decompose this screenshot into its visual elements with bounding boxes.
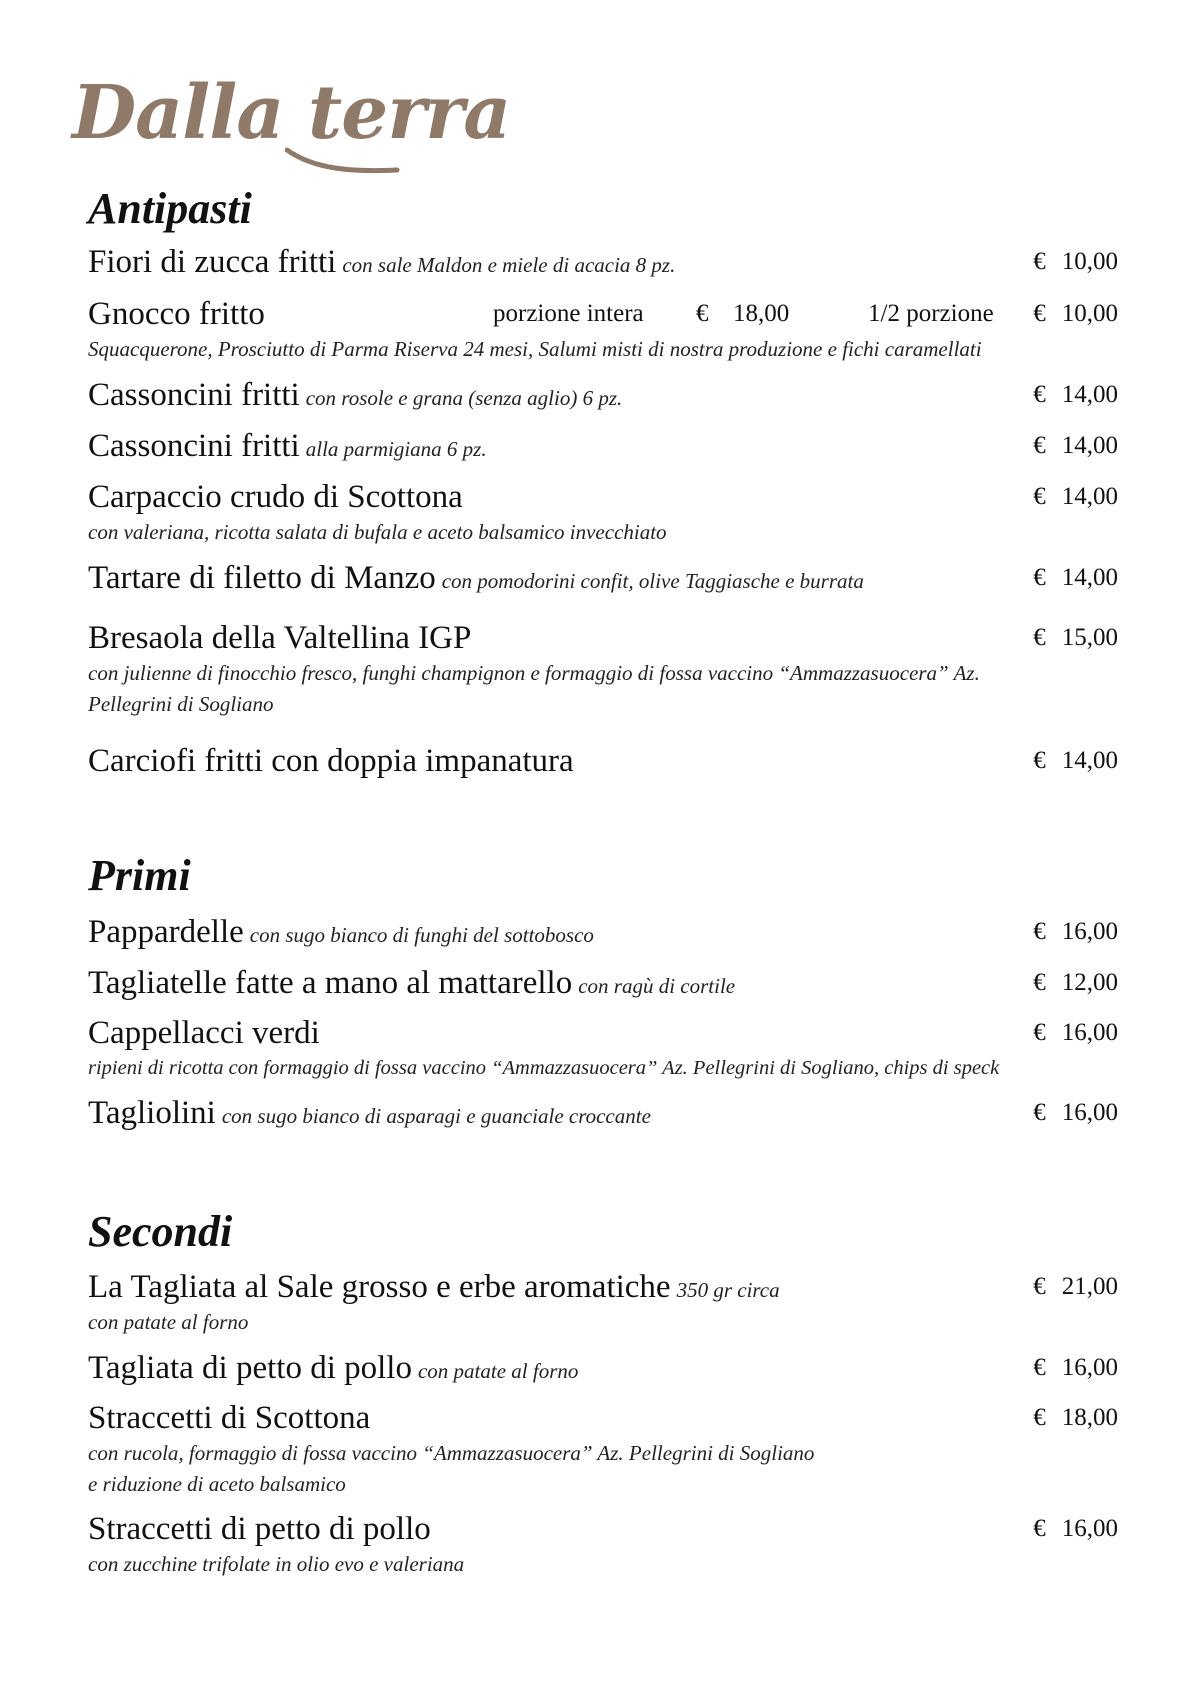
item-description: con zucchine trifolate in olio evo e valeriana	[88, 1552, 465, 1576]
item-price	[1033, 1013, 1118, 1053]
menu-item	[88, 558, 1118, 598]
item-name: La Tagliata al Sale grosso e erbe aromatiche	[88, 1269, 671, 1305]
logo-title: Dalla terra	[72, 70, 511, 156]
item-price	[1033, 426, 1118, 466]
item-description: con valeriana, ricotta salata di bufala e aceto balsamico invecchiato	[88, 520, 667, 544]
item-price	[1033, 558, 1118, 598]
item-name: Carciofi fritti con doppia impanatura	[88, 743, 574, 779]
portion-full-currency: €	[696, 300, 709, 327]
menu-item	[88, 912, 1118, 952]
portion-full-price: 18,00	[733, 300, 790, 327]
item-price	[1033, 963, 1118, 1003]
item-name: Tagliolini	[88, 1095, 216, 1131]
logo-swash-icon	[285, 140, 405, 176]
price-value: 12,00	[1061, 969, 1118, 996]
menu-item	[88, 294, 1118, 365]
section-title-primi: Primi	[88, 851, 191, 900]
item-description: con rucola, formaggio di fossa vaccino “Ammazzasuocera” Az. Pellegrini di Sogliano	[88, 1441, 815, 1465]
currency-symbol: €	[1033, 1404, 1046, 1431]
menu-item	[88, 1398, 1118, 1500]
currency-symbol: €	[1033, 1515, 1046, 1542]
item-description: con julienne di finocchio fresco, funghi champignon e formaggio di fossa vaccino “Ammazzasuocera” Az.	[88, 661, 980, 685]
item-name: Cassoncini fritti	[88, 428, 300, 464]
price-value: 14,00	[1061, 381, 1118, 408]
item-price	[1033, 1509, 1118, 1549]
currency-symbol: €	[1033, 248, 1046, 275]
item-price	[1033, 375, 1118, 415]
item-price	[1033, 1348, 1118, 1388]
price-value: 15,00	[1061, 624, 1118, 651]
section-title-antipasti: Antipasti	[88, 184, 252, 233]
menu-item	[88, 242, 1118, 282]
item-name: Tagliatelle fatte a mano al mattarello	[88, 965, 573, 1001]
item-description: Squacquerone, Prosciutto di Parma Riserva 24 mesi, Salumi misti di nostra produzione e fichi caramellati	[88, 337, 982, 361]
item-note: 350 gr circa	[676, 1278, 780, 1302]
item-name: Tartare di filetto di Manzo	[88, 560, 436, 596]
price-value: 14,00	[1061, 747, 1118, 774]
item-name: Straccetti di Scottona	[88, 1400, 371, 1436]
price-value: 16,00	[1061, 1515, 1118, 1542]
menu-item	[88, 477, 1118, 548]
currency-symbol: €	[1033, 300, 1046, 327]
item-note: con pomodorini confit, olive Taggiasche e burrata	[441, 569, 864, 593]
currency-symbol: €	[1033, 1354, 1046, 1381]
item-note: con sale Maldon e miele di acacia 8 pz.	[342, 253, 676, 277]
menu-item	[88, 375, 1118, 415]
price-value: 10,00	[1061, 300, 1118, 327]
currency-symbol: €	[1033, 969, 1046, 996]
item-price	[1033, 1267, 1118, 1307]
item-price	[1033, 912, 1118, 952]
price-value: 14,00	[1061, 564, 1118, 591]
item-name: Straccetti di petto di pollo	[88, 1511, 431, 1547]
item-note: con sugo bianco di asparagi e guanciale croccante	[221, 1104, 651, 1128]
item-note: con ragù di cortile	[578, 974, 736, 998]
portion-full-label: porzione intera	[493, 300, 644, 327]
item-price	[1033, 1398, 1118, 1438]
item-name: Bresaola della Valtellina IGP	[88, 620, 472, 656]
item-note: con rosole e grana (senza aglio) 6 pz.	[305, 386, 623, 410]
item-note: con patate al forno	[417, 1359, 579, 1383]
price-value: 18,00	[1061, 1404, 1118, 1431]
portion-half-label: 1/2 porzione	[868, 300, 994, 327]
menu-item	[88, 1348, 1118, 1388]
menu-item	[88, 741, 1118, 781]
price-value: 16,00	[1061, 1354, 1118, 1381]
menu-item	[88, 1509, 1118, 1580]
menu-item	[88, 426, 1118, 466]
section-title-secondi: Secondi	[88, 1207, 233, 1256]
currency-symbol: €	[1033, 564, 1046, 591]
currency-symbol: €	[1033, 1273, 1046, 1300]
item-description: ripieni di ricotta con formaggio di fossa vaccino “Ammazzasuocera” Az. Pellegrini di Sogliano, chips di speck	[88, 1057, 1000, 1079]
currency-symbol: €	[1033, 483, 1046, 510]
menu-item	[88, 1013, 1118, 1084]
item-price	[1033, 242, 1118, 282]
item-name: Tagliata di petto di pollo	[88, 1350, 412, 1386]
item-description-continued: Pellegrini di Sogliano	[88, 692, 274, 716]
item-price	[1033, 477, 1118, 517]
currency-symbol: €	[1033, 918, 1046, 945]
item-name: Cappellacci verdi	[88, 1015, 320, 1051]
currency-symbol: €	[1033, 747, 1046, 774]
price-value: 14,00	[1061, 432, 1118, 459]
item-name: Cassoncini fritti	[88, 377, 300, 413]
item-price	[1033, 294, 1118, 334]
item-name: Gnocco fritto	[88, 296, 265, 332]
price-value: 10,00	[1061, 248, 1118, 275]
currency-symbol: €	[1033, 432, 1046, 459]
menu-item	[88, 1093, 1118, 1133]
item-name: Fiori di zucca fritti	[88, 244, 337, 280]
currency-symbol: €	[1033, 624, 1046, 651]
price-value: 21,00	[1061, 1273, 1118, 1300]
item-price	[1033, 1093, 1118, 1133]
menu-item	[88, 618, 1118, 720]
item-name: Pappardelle	[88, 914, 244, 950]
currency-symbol: €	[1033, 1099, 1046, 1126]
menu-item	[88, 1267, 1118, 1338]
item-note: alla parmigiana 6 pz.	[305, 437, 487, 461]
item-price	[1033, 741, 1118, 781]
price-value: 16,00	[1061, 1099, 1118, 1126]
currency-symbol: €	[1033, 1019, 1046, 1046]
item-price	[1033, 618, 1118, 658]
price-value: 14,00	[1061, 483, 1118, 510]
item-name: Carpaccio crudo di Scottona	[88, 479, 463, 515]
price-value: 16,00	[1061, 1019, 1118, 1046]
menu-item	[88, 963, 1118, 1003]
item-note: con sugo bianco di funghi del sottobosco	[249, 923, 594, 947]
item-description: con patate al forno	[88, 1310, 249, 1334]
price-value: 16,00	[1061, 918, 1118, 945]
currency-symbol: €	[1033, 381, 1046, 408]
item-description-continued: e riduzione di aceto balsamico	[88, 1472, 346, 1496]
